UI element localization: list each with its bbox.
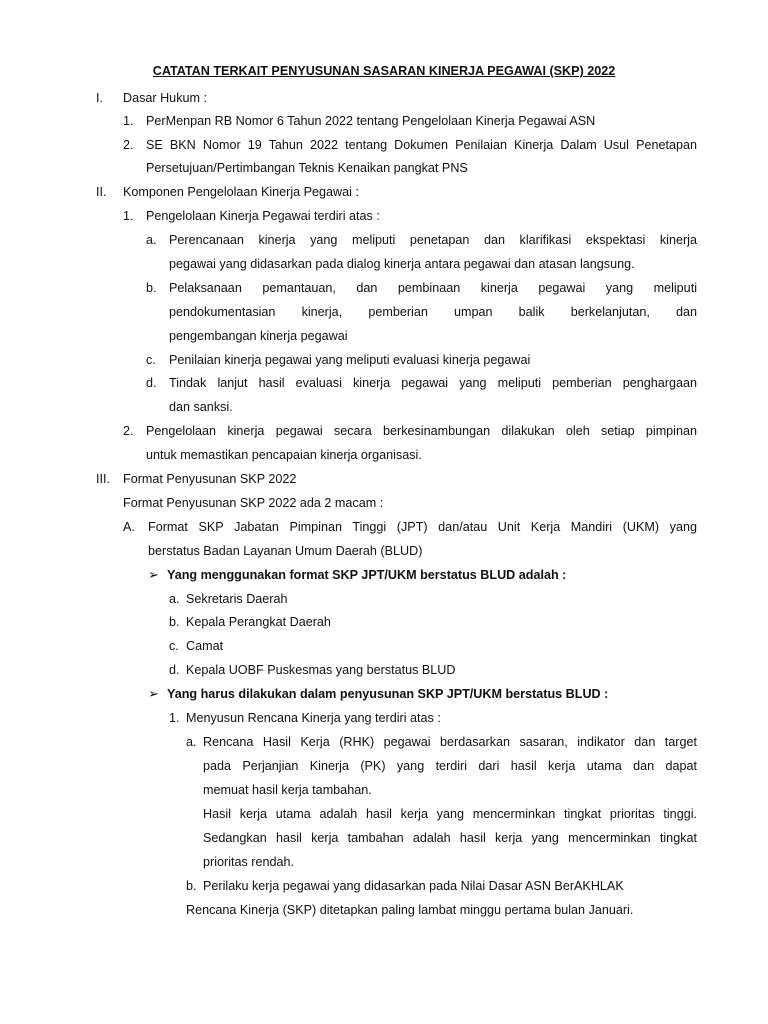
sub-item-text: Kepala Perangkat Daerah [186, 615, 331, 629]
sub-item-text: Camat [186, 639, 224, 653]
section-ii-marker: II. [96, 185, 107, 199]
sub-marker: c. [169, 639, 179, 653]
sub-marker: d. [169, 663, 180, 677]
sub-item-text: Perencanaan kinerja yang meliputi penetapan dan klarifikasi ekspektasi kinerja [169, 233, 697, 247]
sub-marker: a. [146, 233, 157, 247]
section-iii-heading: Format Penyusunan SKP 2022 [123, 472, 297, 486]
list-marker: 1. [169, 711, 180, 725]
list-marker: 1. [123, 209, 134, 223]
sub-item-text: Hasil kerja utama adalah hasil kerja yang mencerminkan tingkat prioritas tinggi. [203, 807, 697, 821]
arrow-bullet-icon: ➢ [148, 567, 159, 582]
list-item-text: Menyusun Rencana Kinerja yang terdiri atas : [186, 711, 441, 725]
document-title: CATATAN TERKAIT PENYUSUNAN SASARAN KINERJA PEGAWAI (SKP) 2022 [152, 64, 616, 78]
sub-item-text: pegawai yang didasarkan pada dialog kinerja antara pegawai dan atasan langsung. [169, 257, 635, 271]
sub-item-text: dan sanksi. [169, 400, 233, 414]
sub-marker: b. [146, 281, 157, 295]
sub-marker: b. [169, 615, 180, 629]
sub-marker: a. [186, 735, 197, 749]
arrow-bullet-icon: ➢ [148, 686, 159, 701]
list-item-text: Persetujuan/Pertimbangan Teknis Kenaikan pangkat PNS [146, 161, 468, 175]
sub-marker: d. [146, 376, 157, 390]
sub-marker: a. [169, 592, 180, 606]
section-ii-heading: Komponen Pengelolaan Kinerja Pegawai : [123, 185, 359, 199]
sub-item-text: Sedangkan hasil kerja tambahan adalah hasil kerja yang mencerminkan tingkat [203, 831, 697, 845]
list-marker: 2. [123, 138, 134, 152]
section-i-heading: Dasar Hukum : [123, 91, 207, 105]
sub-item-text: Pelaksanaan pemantauan, dan pembinaan kinerja pegawai yang meliputi [169, 281, 697, 295]
section-iii-marker: III. [96, 472, 110, 486]
sub-item-text: Sekretaris Daerah [186, 592, 288, 606]
sub-marker: c. [146, 353, 156, 367]
arrow-item-heading: Yang harus dilakukan dalam penyusunan SKP JPT/UKM berstatus BLUD : [167, 687, 609, 701]
sub-item-text: pada Perjanjian Kinerja (PK) yang terdiri dari hasil kerja utama dan dapat [203, 759, 697, 773]
arrow-item-heading: Yang menggunakan format SKP JPT/UKM berstatus BLUD adalah : [167, 568, 567, 582]
sub-marker: b. [186, 879, 197, 893]
list-item-text: SE BKN Nomor 19 Tahun 2022 tentang Dokumen Penilaian Kinerja Dalam Usul Penetapan [146, 138, 697, 152]
sub-item-text: Perilaku kerja pegawai yang didasarkan pada Nilai Dasar ASN BerAKHLAK [203, 879, 624, 893]
list-item-text: berstatus Badan Layanan Umum Daerah (BLUD) [148, 544, 423, 558]
sub-item-text: memuat hasil kerja tambahan. [203, 783, 372, 797]
sub-item-text: pengembangan kinerja pegawai [169, 329, 348, 343]
rencana-kinerja-note: Rencana Kinerja (SKP) ditetapkan paling lambat minggu pertama bulan Januari. [186, 903, 634, 917]
sub-item-text: pendokumentasian kinerja, pemberian umpan balik berkelanjutan, dan [169, 305, 697, 319]
list-marker: A. [123, 520, 135, 534]
list-item-text: Pengelolaan kinerja pegawai secara berkesinambungan dilakukan oleh setiap pimpinan [146, 424, 697, 438]
sub-item-text: prioritas rendah. [203, 855, 295, 869]
section-i-marker: I. [96, 91, 103, 105]
sub-item-text: Rencana Hasil Kerja (RHK) pegawai berdasarkan sasaran, indikator dan target [203, 735, 697, 749]
list-item-text: PerMenpan RB Nomor 6 Tahun 2022 tentang Pengelolaan Kinerja Pegawai ASN [146, 114, 596, 128]
list-item-text: Pengelolaan Kinerja Pegawai terdiri atas : [146, 209, 380, 223]
sub-item-text: Kepala UOBF Puskesmas yang berstatus BLUD [186, 663, 456, 677]
sub-item-text: Tindak lanjut hasil evaluasi kinerja pegawai yang meliputi pemberian penghargaan [169, 376, 697, 390]
sub-item-text: Penilaian kinerja pegawai yang meliputi evaluasi kinerja pegawai [169, 353, 531, 367]
list-item-text: untuk memastikan pencapaian kinerja organisasi. [146, 448, 422, 462]
list-marker: 2. [123, 424, 134, 438]
list-item-text: Format SKP Jabatan Pimpinan Tinggi (JPT) dan/atau Unit Kerja Mandiri (UKM) yang [148, 520, 697, 534]
list-marker: 1. [123, 114, 134, 128]
section-iii-intro: Format Penyusunan SKP 2022 ada 2 macam : [123, 496, 384, 510]
